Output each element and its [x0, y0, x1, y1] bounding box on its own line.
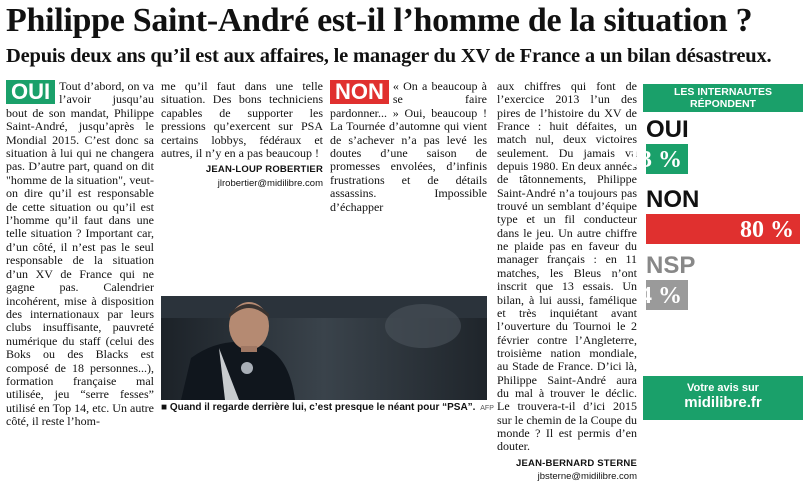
photo-saint-andre — [161, 296, 487, 400]
oui-text-2: me qu’il faut dans une telle situation. Des bons techniciens capables de supporter les pressions qu’exercent sur PSA certains lobbys, fédéraux et autres, il n’y en a pas beaucoup ! — [161, 79, 323, 161]
non-author-email[interactable]: jbsterne@midilibre.com — [537, 470, 637, 482]
poll-footer-line1: Votre avis sur — [687, 382, 759, 394]
subhead: Depuis deux ans qu’il est aux affaires, le manager du XV de France a un bilan désastreux. — [6, 45, 772, 67]
oui-author: JEAN-LOUP ROBERTIER — [205, 164, 323, 176]
non-text-2: aux chiffres qui font de l’exercice 2013 l’un des pires de l’histoire du XV de France : huit défaites, un match nul, deux victoires seulement. Du jamais vu depuis 1980. En deux années de tâtonnements, Philippe Saint-André n’a toujours pas trouvé un semblant d’équipe type et un fil conducteur dans le jeu. Un autre chiffre ne plaide pas en faveur du manager français : en 11 matches, les Bleus n’ont inscrit que 13 essais. Un bilan, à lui aussi, famélique et très inquiétant avant l’ouverture du Tournoi le 2 février contre l’Angleterre, troisième nation mondiale, au Stade de France. D’ici là, Philippe Saint-André aura du mal à trouver le déclic. Le trouvera-t-il d’ici 2015 sur le chemin de la Coupe du monde ? Il est permis d’en douter. — [497, 79, 637, 454]
oui-author-email[interactable]: jlrobertier@midilibre.com — [217, 177, 323, 189]
caption-text: ■ Quand il regarde derrière lui, c’est presque le néant pour “PSA”. — [161, 402, 476, 413]
poll-label-oui: OUI — [646, 116, 689, 143]
poll-bar-non — [646, 214, 800, 244]
poll-footer-site-link[interactable]: midilibre.fr — [684, 394, 762, 411]
non-author: JEAN-BERNARD STERNE — [516, 457, 637, 469]
photo-illustration — [161, 296, 487, 400]
photo-credit: AFP — [480, 405, 494, 412]
oui-column — [6, 80, 154, 429]
poll-bar-nsp — [640, 280, 688, 310]
headline: Philippe Saint-André est-il l’homme de la situation ? — [6, 2, 753, 39]
poll-row-oui — [628, 112, 803, 173]
poll-header: LES INTERNAUTES RÉPONDENT — [643, 84, 803, 112]
poll-value-non: 80 % — [740, 217, 794, 243]
poll-value-oui: 13 % — [628, 147, 682, 173]
poll-bar-oui — [628, 144, 688, 174]
poll-row-nsp — [640, 248, 803, 309]
poll-footer[interactable] — [643, 376, 803, 420]
poll-label-non: NON — [646, 186, 700, 213]
oui-text-1: Tout d’abord, on va l’avoir jusqu’au bout de son mandat, Philippe Saint-André, jusqu’après le Mondial 2015. C’est donc sa situation à lui qui ne changera pas. D’autre part, quand on dit "homme de la situation", veut-on dire qu’il est responsable de cette situation ou qu’il est l’homme qu’il faut dans une telle situation ? Important car, d’un côté, il n’est pas le seul responsable de la situation d’un XV de France qui ne gagne pas. Calendrier incohérent, mise à disposition des internationaux par leurs clubs insuffisante, pauvreté numérique du staff (celui des Boks ou des Blacks est composé de 18 personnes...), formation française mal utilisée, jeu “serre fesses” utilisé en Top 14, etc. Un autre côté, il reste l’hom- — [6, 79, 154, 429]
photo-caption — [161, 402, 494, 413]
non-column — [330, 80, 487, 214]
non-badge: NON — [330, 80, 389, 104]
poll-label-nsp: NSP — [646, 252, 696, 279]
oui-column-2 — [161, 80, 323, 190]
poll-value-nsp: 4 % — [640, 283, 682, 309]
poll-box — [628, 84, 803, 420]
poll-row-non — [643, 172, 803, 248]
non-text-1: « On a beaucoup à se faire pardonner... » Oui, beaucoup ! La Tournée d’automne qui vient de s’achever n’a pas levé les doutes d’une saison de promesses envolées, d’infinis frustrations et de détails assassins. Impossible d’échapper — [330, 79, 487, 214]
oui-badge: OUI — [6, 80, 55, 104]
non-column-2 — [497, 80, 637, 483]
